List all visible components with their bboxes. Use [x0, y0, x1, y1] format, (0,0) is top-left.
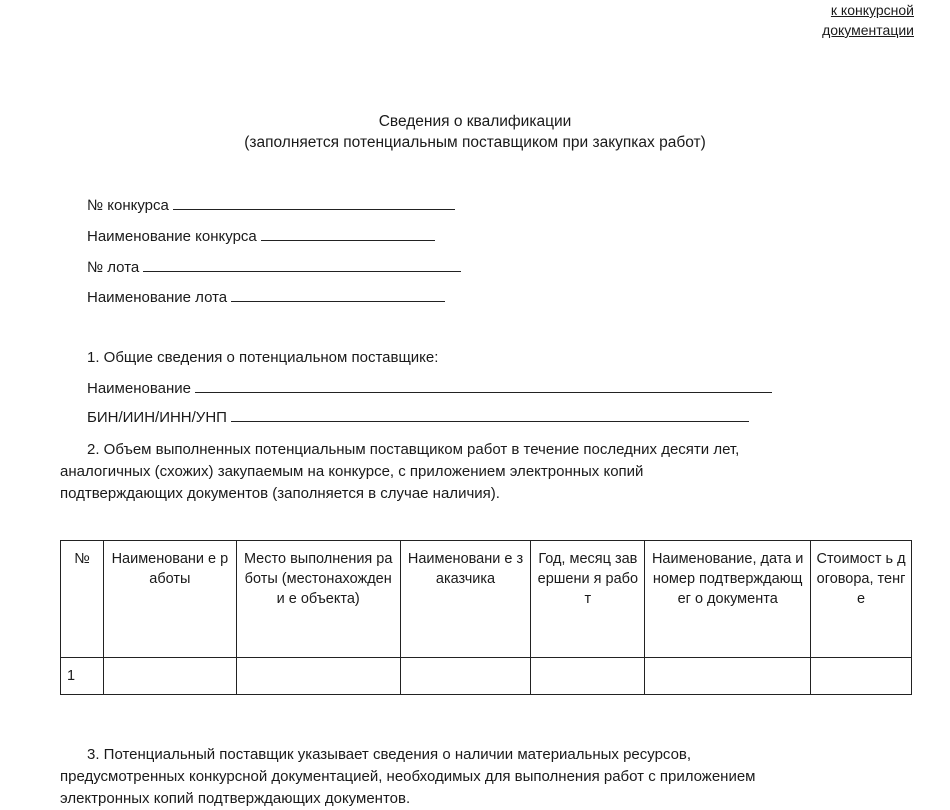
- annex-reference-line: к конкурсной: [830, 2, 914, 18]
- table-cell: [400, 658, 531, 695]
- table-header-row: [61, 541, 912, 658]
- table-header-cell: Наименовани е работы: [103, 541, 236, 658]
- tender-number-field: [87, 195, 455, 214]
- section-2-line: подтверждающих документов (заполняется в случае наличия).: [60, 485, 500, 502]
- supplier-name-field: [87, 378, 772, 397]
- section-2-line: аналогичных (схожих) закупаемым на конкурсе, с приложением электронных копий: [60, 463, 644, 480]
- section-3-line: 3. Потенциальный поставщик указывает сведения о наличии материальных ресурсов,: [87, 746, 692, 763]
- table-header-cell: Наименование, дата и номер подтверждающег о документа: [645, 541, 811, 658]
- supplier-name-label: Наименование: [87, 380, 191, 397]
- section-3-line: предусмотренных конкурсной документацией, необходимых для выполнения работ с приложением: [60, 768, 756, 785]
- table-cell: 1: [61, 658, 104, 695]
- supplier-bin-blank: [231, 407, 749, 422]
- table-cell: [531, 658, 645, 695]
- annex-reference: [822, 0, 914, 40]
- lot-name-label: Наименование лота: [87, 289, 228, 306]
- tender-name-blank: [261, 226, 435, 241]
- tender-number-blank: [173, 195, 455, 210]
- tender-name-field: [87, 226, 435, 245]
- table-cell: [103, 658, 236, 695]
- lot-number-blank: [143, 257, 461, 272]
- table-row: [61, 658, 912, 695]
- supplier-bin-field: [87, 407, 749, 426]
- table-cell: [645, 658, 811, 695]
- lot-number-field: [87, 257, 461, 276]
- tender-name-label: Наименование конкурса: [87, 228, 257, 245]
- supplier-bin-label: БИН/ИИН/ИНН/УНП: [87, 409, 227, 426]
- table-header-cell: Стоимост ь договора, тенге: [811, 541, 912, 658]
- lot-number-label: № лота: [87, 259, 140, 276]
- table-header-cell: Место выполнения работы (местонахождени е объекта): [236, 541, 400, 658]
- document-subtitle: (заполняется потенциальным поставщиком при закупках работ): [244, 134, 706, 151]
- section-2-line: 2. Объем выполненных потенциальным поставщиком работ в течение последних десяти лет,: [87, 441, 740, 458]
- table-header-cell: Год, месяц завершени я работ: [531, 541, 645, 658]
- lot-name-field: [87, 287, 445, 306]
- document-title: Сведения о квалификации: [378, 113, 572, 130]
- section-3-line: электронных копий подтверждающих документов.: [60, 790, 411, 807]
- tender-number-label: № конкурса: [87, 197, 169, 214]
- supplier-name-blank: [195, 378, 772, 393]
- section-3-text: [60, 744, 756, 810]
- table-header-cell: Наименовани е заказчика: [400, 541, 531, 658]
- section-2-text: [60, 439, 739, 505]
- section-1-heading: 1. Общие сведения о потенциальном поставщике:: [87, 349, 439, 366]
- annex-reference-line: документации: [822, 22, 914, 38]
- table-cell: [236, 658, 400, 695]
- work-experience-table: [60, 540, 912, 695]
- table-header-cell: №: [61, 541, 104, 658]
- lot-name-blank: [231, 287, 445, 302]
- table-cell: [811, 658, 912, 695]
